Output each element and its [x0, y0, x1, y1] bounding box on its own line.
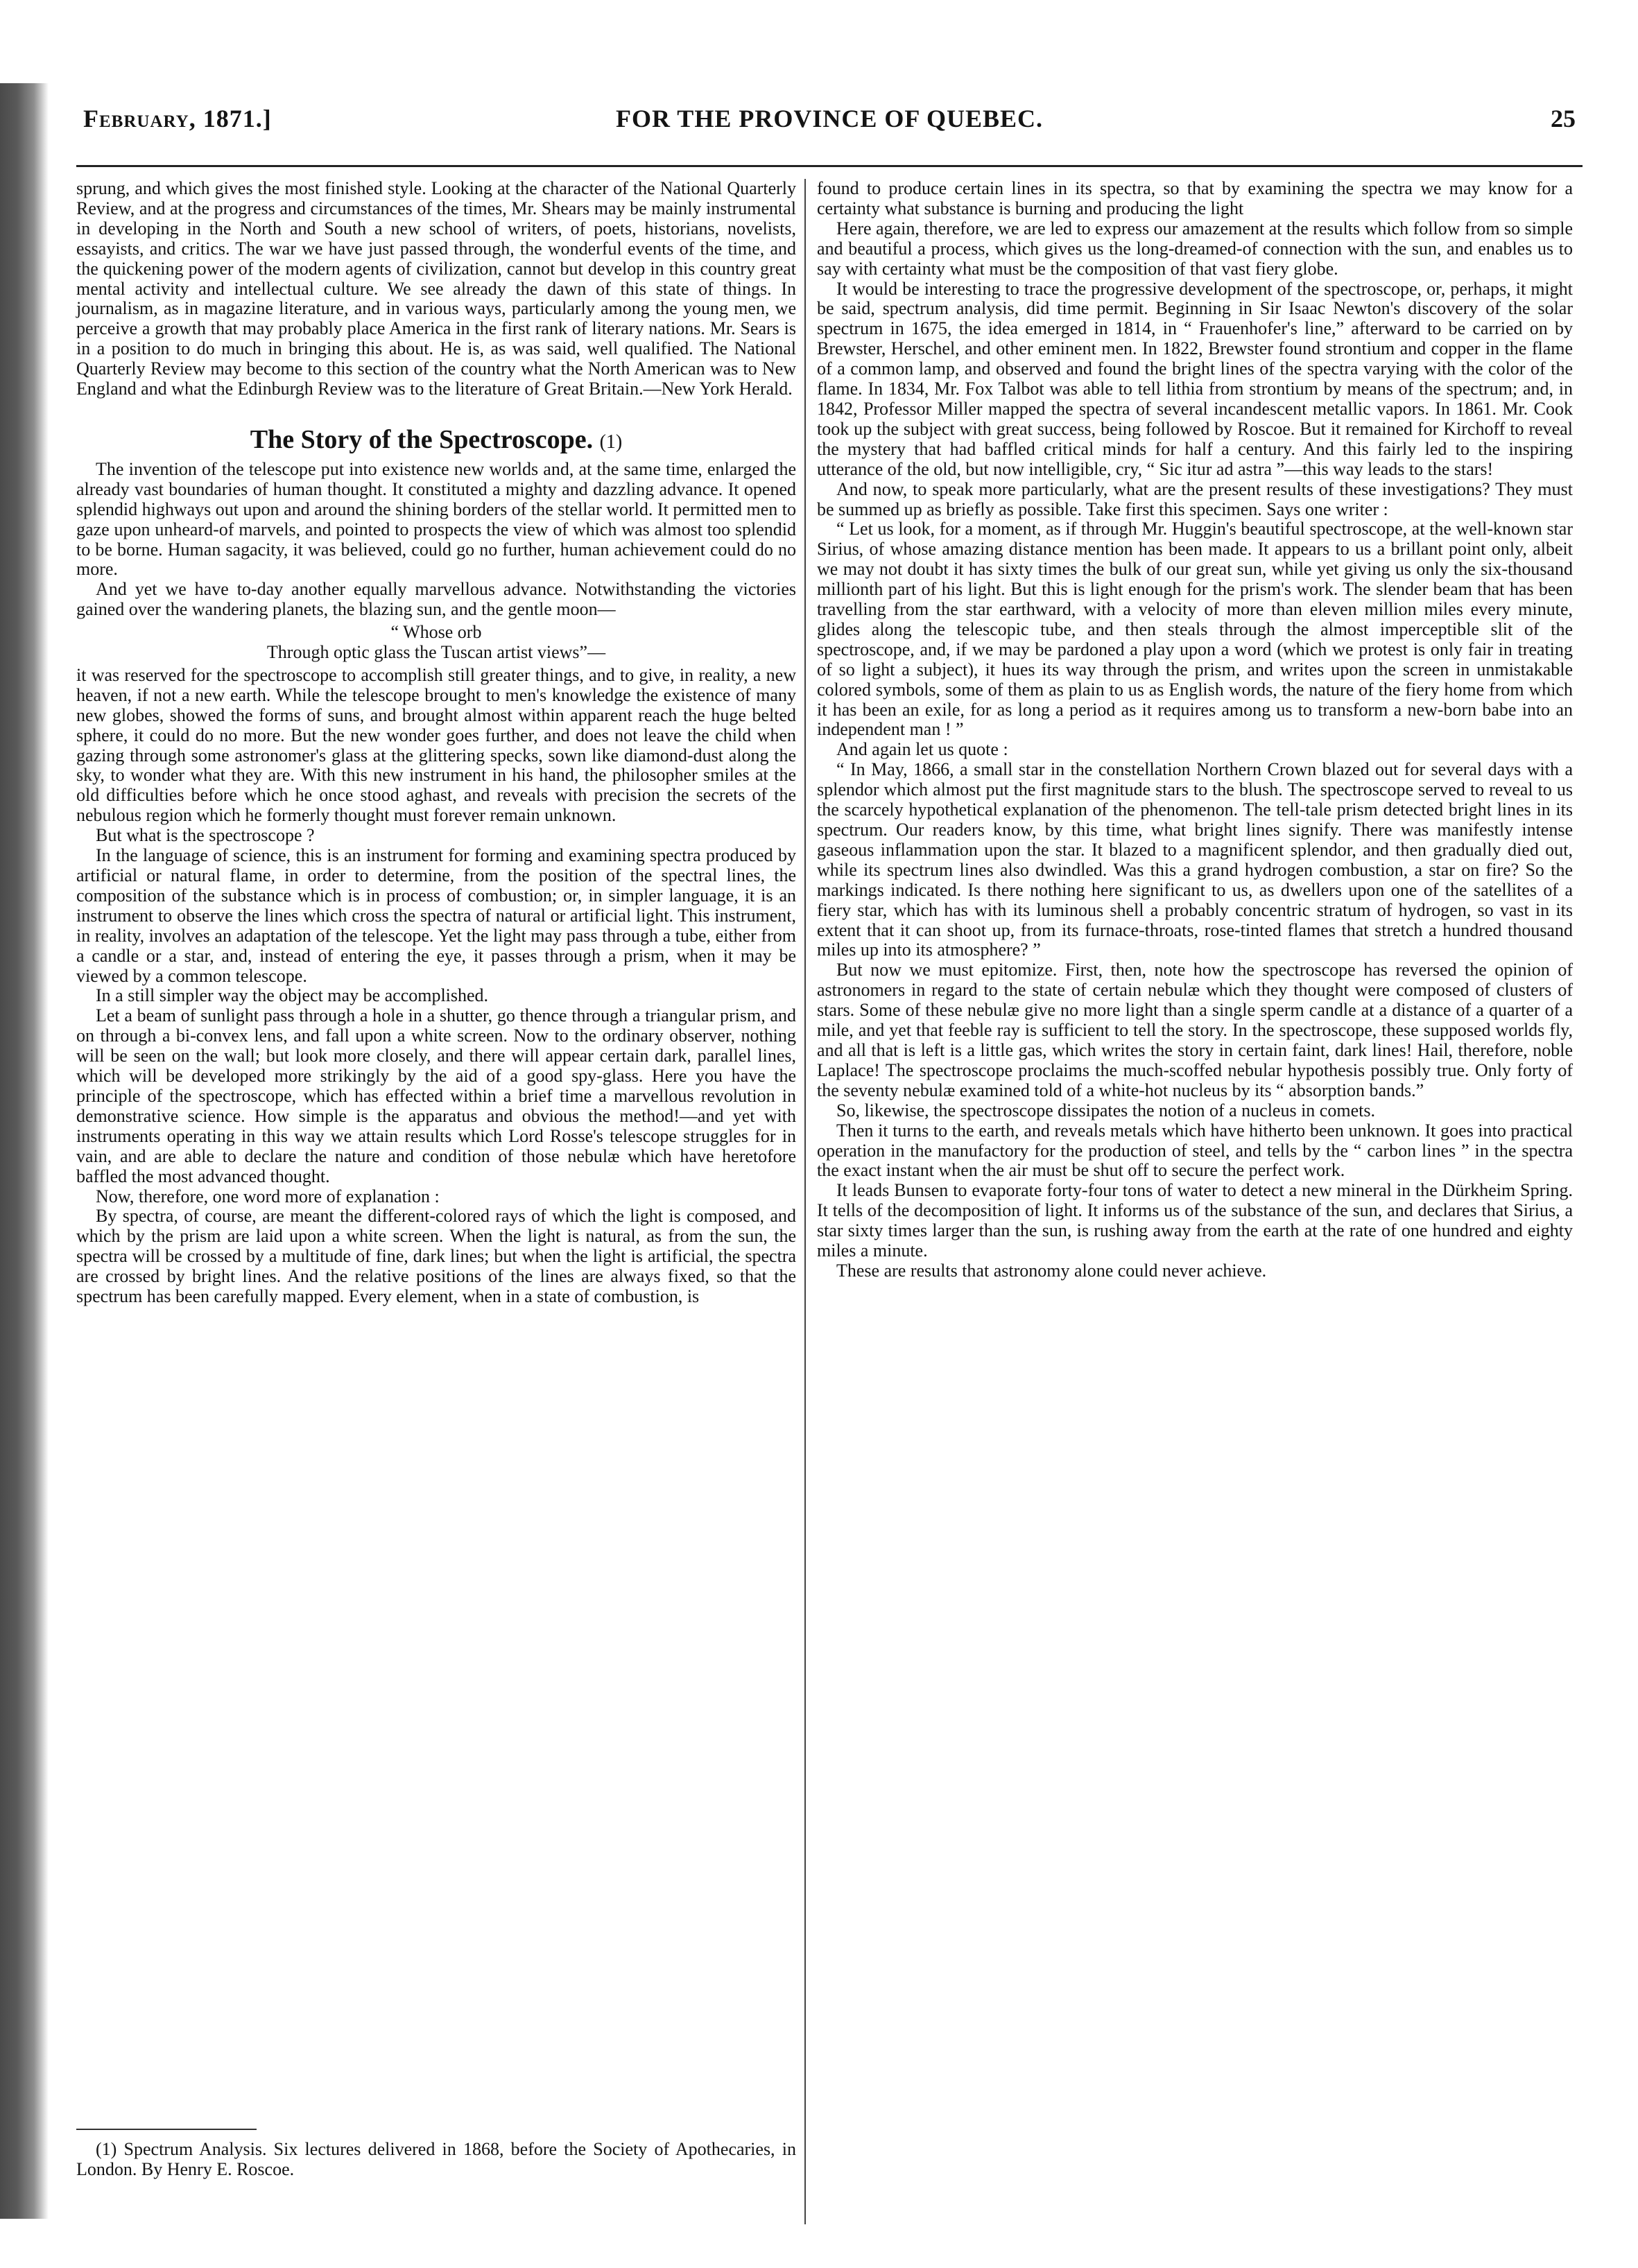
verse-line: “ Whose orb [390, 622, 482, 643]
quote-paragraph: “ In May, 1866, a small star in the constellation Northern Crown blazed out for several days with a splendor which almost put the first magnitude stars to the blush. The spectroscope served to reveal to us the scarcely hypothetical explanation of the phenomenon. The tell-tale prism detected bright lines in its spectrum. Our readers know, by this time, what bright lines signify. There was manifestly intense gaseous inflammation upon the star. It blazed to a magnificent splendor, and then gradually died out, while its spectrum lines also dwindled. Was this a grand hydrogen combustion, a star on fire? So the markings indicated. Is there nothing here significant to us, as dwellers upon one of the satellites of a fiery star, which has with its luminous shell a probably concentric stratum of hydrogen, so vast in its extent that it can shoot up, from its furnace-throats, rose-tinted flames that stretch a hundred thousand miles up into its atmosphere? ” [817, 759, 1573, 960]
paragraph: The invention of the telescope put into existence new worlds and, at the same time, enlarged the already vast boundaries of human thought. It constituted a mighty and dazzling advance. It opened splendid highways out upon and around the shining borders of the stellar world. It permitted men to gaze upon unheard-of marvels, and pointed to prospects the view of which was almost too splendid to be borne. Human sagacity, it was believed, could go no further, human achievement could do no more. [76, 458, 796, 580]
paragraph: But what is the spectroscope ? [96, 825, 315, 846]
paragraph: And again let us quote : [836, 739, 1008, 760]
header-date: February, 1871.] [83, 105, 272, 132]
page-header [83, 104, 1576, 139]
section-footnote-marker: (1) [599, 431, 623, 453]
verse-line: Through optic glass the Tuscan artist views”— [266, 642, 606, 663]
quote-paragraph: “ Let us look, for a moment, as if through Mr. Huggin's beautiful spectroscope, at the well-known star Sirius, of whose amazing distance mention has been made. It appears to us a brillant point only, albeit we may not doubt it has sixty times the bulk of our great sun, while yet giving us only the six-thousand millionth part of his light. But this is light enough for the prism's work. The slender beam that has been travelling from the star earthward, with a velocity of more than eleven million miles every minute, glides along the telescopic tube, and then steals through the almost imperceptible slit of the spectroscope, and, if we may be pardoned a play upon a word (which we protest is only fair in treating of so light a subject), it hues its way through the prism, and writes upon the screen in unmistakable colored symbols, some of them as plain to us as English words, the nature of the fiery home from which it has been an exile, for as long a period as it requires among us to transform a new-born babe into an independent man ! ” [817, 519, 1573, 740]
footnote-rule [76, 2129, 257, 2130]
paragraph: It leads Bunsen to evaporate forty-four tons of water to detect a new mineral in the Dürkheim Spring. It tells of the decomposition of light. It informs us of the substance of the sun, and declares that Sirius, a star sixty times larger than the sun, is rushing away from the earth at the rate of one hundred and eighty miles a minute. [817, 1180, 1573, 1261]
header-title: FOR THE PROVINCE OF QUEBEC. [615, 105, 1044, 132]
paragraph: And yet we have to-day another equally marvellous advance. Notwithstanding the victories gained over the wandering planets, the blazing sun, and the gentle moon— [76, 579, 796, 620]
footnote [76, 2139, 796, 2179]
verse-quote [76, 623, 796, 663]
block-quote [817, 519, 1573, 740]
paragraph: And now, to speak more particularly, what are the present results of these investigations? They must be summed up as briefly as possible. Take first this specimen. Says one writer : [817, 478, 1573, 519]
footnote-text: (1) Spectrum Analysis. Six lectures delivered in 1868, before the Society of Apothecaries, in London. By Henry E. Roscoe. [76, 2139, 796, 2179]
paragraph: By spectra, of course, are meant the different-colored rays of which the light is composed, and which by the prism are laid upon a white screen. When the light is natural, as from the sun, the spectra will be crossed by a multitude of fine, dark lines; but when the light is artificial, the spectra are crossed by bright lines. And the relative positions of the lines are always fixed, so that the spectrum has been carefully mapped. Every element, when in a state of combustion, is [76, 1206, 796, 1307]
section-title-text: The Story of the Spectroscope. [250, 424, 594, 454]
paragraph: These are results that astronomy alone could never achieve. [836, 1260, 1267, 1281]
paragraph: It would be interesting to trace the progressive development of the spectroscope, or, perhaps, it might be said, spectrum analysis, did time permit. Beginning in Sir Isaac Newton's discovery of the solar spectrum in 1675, the idea emerged in 1814, in “ Frauenhofer's line,” afterward to be carried on by Brewster, Herschel, and other eminent men. In 1822, Brewster found strontium and copper in the flame of a common lamp, and observed and found the bright lines of the spectra varying with the color of the flame. In 1834, Mr. Fox Talbot was able to tell lithia from strontium by means of the spectrum; and, in 1842, Professor Miller mapped the spectra of several incandescent metallic vapors. In 1861. Mr. Cook took up the subject with great success, being followed by Roscoe. But it remained for Kirchoff to reveal the mystery that had baffled critical minds for half a century. And this fairly led to the inspiring utterance of the old, but now intelligible, cry, “ Sic itur ad astra ”—this way leads to the stars! [817, 278, 1573, 479]
intro-paragraph: sprung, and which gives the most finished style. Looking at the character of the National Quarterly Review, and at the progress and circumstances of the times, Mr. Shears may be mainly instrumental in developing in the North and South a new school of writers, of poets, historians, novelists, essayists, and critics. The war we have just passed through, the wonderful events of the time, and the quickening power of the modern agents of civilization, cannot but develop in this country great mental activity and intellectual culture. We see already the dawn of this state of things. In journalism, as in magazine literature, and in various ways, particularly among the young men, we perceive a growth that may probably place America in the first rank of literary nations. Mr. Sears is in a position to do much in bringing this about. He is, as was said, well qualified. The National Quarterly Review may become to this section of the country what the North American was to New England and what the Edinburgh Review was to the literature of Great Britain.—New York Herald. [76, 178, 796, 399]
paragraph: Let a beam of sunlight pass through a hole in a shutter, go thence through a triangular prism, and on through a bi-convex lens, and fall upon a white screen. Now to the ordinary observer, nothing will be seen on the wall; but look more closely, and there will appear certain dark, parallel lines, which will be developed more strikingly by the aid of a good spy-glass. Here you have the principle of the spectroscope, which has effected within a brief time a marvellous revolution in demonstrative science. How simple is the apparatus and obvious the method!—and yet with instruments operating in this way we attain results which Lord Rosse's telescope struggles for in vain, and are able to declare the nature and condition of those nebulæ which have heretofore baffled the most advanced thought. [76, 1005, 796, 1186]
page-binding-shadow [0, 83, 49, 2219]
paragraph: But now we must epitomize. First, then, note how the spectroscope has reversed the opinion of astronomers in regard to the state of certain nebulæ which they thought were composed of clusters of stars. Some of these nebulæ give no more light than a single sperm candle at a distance of a quarter of a mile, and yet that feeble ray is sufficient to tell the story. In the spectroscope, these supposed worlds fly, and all that is left is a little gas, which writes the story in certain faint, dark lines! Hail, therefore, noble Laplace! The spectroscope proclaims the much-scoffed nebular hypothesis possibly true. Only forty of the seventy nebulæ examined told of a white-hot nucleus by its “ absorption bands.” [817, 960, 1573, 1100]
paragraph: Then it turns to the earth, and reveals metals which have hitherto been unknown. It goes into practical operation in the manufactory for the production of steel, and tells by the “ carbon lines ” in the spectra the exact instant when the air must be shut off to secure the perfect work. [817, 1120, 1573, 1181]
right-column [817, 179, 1573, 1281]
paragraph: In the language of science, this is an instrument for forming and examining spectra produced by artificial or natural flame, in order to determine, from the position of the spectral lines, the composition of the substance which is in process of combustion; or, in simpler language, it is an instrument to observe the lines which cross the spectra of natural or artificial light. This instrument, in reality, involves an adaptation of the telescope. Yet the light may pass through a tube, either from a candle or a star, and, instead of entering the eye, it passes through a prism, when it may be viewed by a common telescope. [76, 845, 796, 986]
block-quote [817, 760, 1573, 960]
paragraph: Here again, therefore, we are led to express our amazement at the results which follow from so simple and beautiful a process, which gives us the long-dreamed-of connection with the sun, and enables us to say with certainty what must be the composition of that vast fiery globe. [817, 218, 1574, 279]
paragraph: found to produce certain lines in its spectra, so that by examining the spectra we may know for a certainty what substance is burning and producing the light [817, 178, 1573, 218]
column-divider [804, 179, 806, 2224]
header-rule [76, 165, 1583, 167]
paragraph: In a still simpler way the object may be accomplished. [96, 985, 489, 1006]
section-title [76, 424, 796, 454]
left-column [76, 179, 796, 1307]
paragraph: So, likewise, the spectroscope dissipates the notion of a nucleus in comets. [836, 1100, 1375, 1120]
paragraph: Now, therefore, one word more of explanation : [96, 1186, 440, 1206]
page-number: 25 [1551, 105, 1576, 132]
paragraph: it was reserved for the spectroscope to accomplish still greater things, and to give, in reality, a new heaven, if not a new earth. While the telescope brought to men's knowledge the existence of many new globes, showed the forms of suns, and brought almost within apparent reach the huge belted sphere, it could do no more. But the new wonder goes further, and does not leave the child when gazing through some astronomer's glass at the glittering specks, sown like diamond-dust along the sky, to wonder what they are. With this new instrument in his hand, the philosopher smiles at the old difficulties before which he once stood aghast, and reveals with precision the secrets of the nebulous region which he formerly thought must forever remain unknown. [76, 664, 796, 826]
